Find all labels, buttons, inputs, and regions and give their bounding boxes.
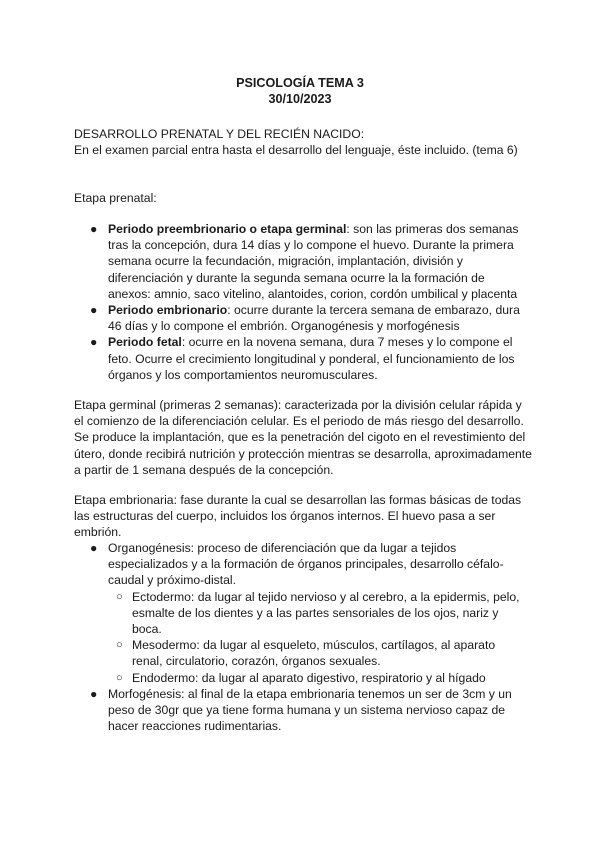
list-item <box>108 670 528 686</box>
document-title: PSICOLOGÍA TEMA 3 <box>236 76 364 90</box>
list-item <box>88 302 528 334</box>
exam-note: En el examen parcial entra hasta el desarrollo del lenguaje, éste incluido. (tema 6) <box>74 143 518 158</box>
embrionaria-list <box>88 540 528 734</box>
hollow-bullet-icon: ○ <box>116 590 123 603</box>
layer-text: Mesodermo: da lugar al esqueleto, músculos, cartílagos, al aparato renal, circulatorio, corazón, órganos sexuales. <box>132 638 496 669</box>
embrionaria-paragraph: Etapa embrionaria: fase durante la cual se desarrollan las formas básicas de todas las estructuras del cuerpo, incluidos los órganos internos. El huevo pasa a ser embrión. <box>74 493 522 540</box>
section-heading: DESARROLLO PRENATAL Y DEL RECIÉN NACIDO: <box>74 127 365 141</box>
layer-text: Ectodermo: da lugar al tejido nervioso y al cerebro, a la epidermis, pelo, esmalte de los dientes y a las partes sensoriales de los ojos, nariz y boca. <box>132 589 520 637</box>
prenatal-label: Etapa prenatal: <box>74 191 157 205</box>
list-item <box>108 589 528 638</box>
bullet-icon: ● <box>90 335 98 350</box>
organogenesis-text: Organogénesis: proceso de diferenciación que da lugar a tejidos especializados y a la formación de órganos principales, desarrollo céfalo-caudal y próximo-distal. <box>108 541 504 588</box>
list-item <box>88 686 528 735</box>
bullet-icon: ● <box>90 686 98 701</box>
germ-layers-list <box>108 589 528 686</box>
bullet-icon: ● <box>90 222 98 236</box>
period-text: : ocurre durante la tercera semana de embarazo, dura 46 días y lo compone el embrión. Organogénesis y morfogénesis <box>108 303 520 334</box>
period-name: Periodo preembrionario o etapa germinal <box>108 222 347 236</box>
germinal-paragraph: Etapa germinal (primeras 2 semanas): caracterizada por la división celular rápida y el comienzo de la diferenciación celular. Es el periodo de más riesgo del desarrollo. Se produce la implantación, que es la penetración del cigoto en el revestimiento del útero, donde recibirá nutrición y protección mientras se desarrolla, aproximadamente a partir de 1 semana después de la concepción. <box>74 398 532 477</box>
bullet-icon: ● <box>90 303 98 318</box>
list-item <box>88 334 528 383</box>
hollow-bullet-icon: ○ <box>116 671 123 684</box>
period-name: Periodo fetal <box>108 335 182 350</box>
bullet-icon: ● <box>90 541 98 555</box>
period-text: : ocurre en la novena semana, dura 7 meses y lo compone el feto. Ocurre el crecimiento longitudinal y ponderal, el funcionamiento de los órganos y los comportamientos neuromusculares. <box>108 335 515 382</box>
list-item <box>88 540 528 686</box>
layer-text: Endodermo: da lugar al aparato digestivo, respiratorio y al hígado <box>132 670 486 685</box>
period-text: : son las primeras dos semanas tras la concepción, dura 14 días y lo compone el huevo. Durante la primera semana ocurre la fecundación, migración, implantación, división y diferenciación y durante la segunda semana ocurre la la formación de anexos: amnio, saco vitelino, alantoides, corion, cordón umbilical y placenta <box>108 222 519 301</box>
morfogenesis-text: Morfogénesis: al final de la etapa embrionaria tenemos un ser de 3cm y un peso de 30gr que ya tiene forma humana y un sistema nervioso capaz de hacer reacciones rudimentarias. <box>108 686 512 734</box>
period-name: Periodo embrionario <box>108 303 228 318</box>
hollow-bullet-icon: ○ <box>116 639 123 652</box>
prenatal-periods-list <box>88 221 528 383</box>
intro-section <box>74 126 534 158</box>
list-item <box>88 221 528 302</box>
document-date: 30/10/2023 <box>268 92 332 106</box>
list-item <box>108 637 528 669</box>
